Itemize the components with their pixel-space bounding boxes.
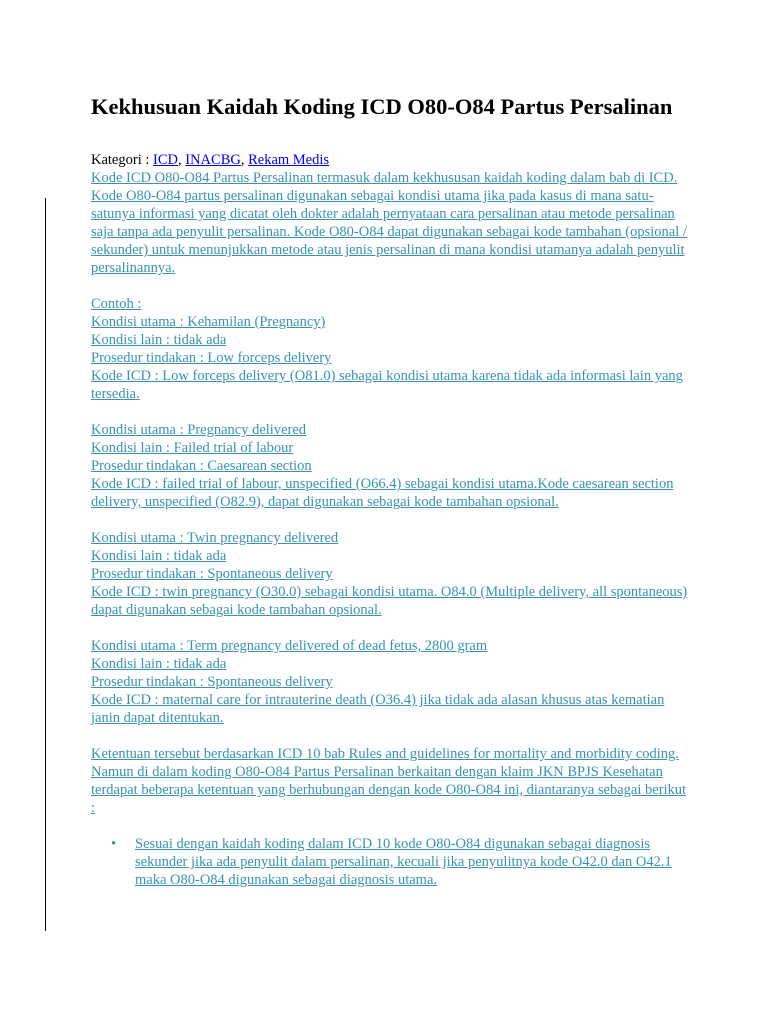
category-link-icd[interactable]: ICD	[153, 152, 178, 168]
example-block	[91, 529, 691, 619]
example-kode-icd: Kode ICD : maternal care for intrauterine death (O36.4) jika tidak ada alasan khusus atas kematian janin dapat ditentukan.	[91, 692, 665, 726]
example-kondisi-utama: Kondisi utama : Twin pregnancy delivered	[91, 530, 339, 546]
contoh-label: Contoh :	[91, 296, 142, 312]
example-kondisi-lain: Kondisi lain : tidak ada	[91, 332, 227, 348]
bullet-text: Sesuai dengan kaidah koding dalam ICD 10 kode O80-O84 digunakan sebagai diagnosis sekunder jika ada penyulit dalam persalinan, kecuali jika penyulitnya kode O42.0 dan O42.1 maka O80-O84 digunakan sebagai diagnosis utama.	[135, 836, 672, 888]
document-page	[91, 92, 691, 889]
example-block	[91, 313, 691, 403]
ketentuan-text: Ketentuan tersebut berdasarkan ICD 10 bab Rules and guidelines for mortality and morbidity coding.	[91, 746, 679, 762]
category-label: Kategori :	[91, 152, 150, 168]
example-kondisi-utama: Kondisi utama : Term pregnancy delivered of dead fetus, 2800 gram	[91, 638, 488, 654]
intro-text: Kode ICD O80-O84 Partus Persalinan termasuk dalam kekhususan kaidah koding dalam bab di ICD. Kode O80-O84 partus persalinan digunakan sebagai kondisi utama jika pada kasus di mana satu-satunya informasi yang dicatat oleh dokter adalah pernyataan cara persalinan atau metode persalinan saja tanpa ada penyulit persalinan. Kode O80-O84 dapat digunakan sebagai kode tambahan (opsional / sekunder) untuk menunjukkan metode atau jenis persalinan di mana kondisi utamanya adalah penyulit persalinannya.	[91, 170, 687, 276]
example-kondisi-lain: Kondisi lain : Failed trial of labour	[91, 440, 294, 456]
category-link-rekam-medis[interactable]: Rekam Medis	[248, 152, 330, 168]
example-kode-icd: Kode ICD : twin pregnancy (O30.0) sebagai kondisi utama. O84.0 (Multiple delivery, all spontaneous) dapat digunakan sebagai kode tambahan opsional.	[91, 584, 688, 618]
ketentuan-paragraph	[91, 745, 691, 817]
bullet-list	[91, 835, 691, 889]
category-line: Kategori : ICD, INACBG, Rekam Medis	[91, 152, 330, 168]
namun-text: Namun di dalam koding O80-O84 Partus Persalinan berkaitan dengan klaim JKN BPJS Kesehatan terdapat beberapa ketentuan yang berhubungan dengan kode O80-O84 ini, diantaranya sebagai berikut :	[91, 764, 687, 816]
example-prosedur: Prosedur tindakan : Spontaneous delivery	[91, 566, 333, 582]
example-kondisi-lain: Kondisi lain : tidak ada	[91, 656, 227, 672]
example-prosedur: Prosedur tindakan : Spontaneous delivery	[91, 674, 333, 690]
contoh-heading	[91, 295, 691, 313]
example-block	[91, 421, 691, 511]
example-kondisi-lain: Kondisi lain : tidak ada	[91, 548, 227, 564]
example-kode-icd: Kode ICD : failed trial of labour, unspecified (O66.4) sebagai kondisi utama.Kode caesarean section delivery, unspecified (O82.9), dapat digunakan sebagai kode tambahan opsional.	[91, 476, 674, 510]
example-block	[91, 637, 691, 727]
example-prosedur: Prosedur tindakan : Low forceps delivery	[91, 350, 332, 366]
example-kondisi-utama: Kondisi utama : Kehamilan (Pregnancy)	[91, 314, 326, 330]
intro-paragraph	[91, 169, 691, 277]
example-kondisi-utama: Kondisi utama : Pregnancy delivered	[91, 422, 307, 438]
list-item	[91, 835, 691, 889]
example-kode-icd: Kode ICD : Low forceps delivery (O81.0) sebagai kondisi utama karena tidak ada informasi lain yang tersedia.	[91, 368, 683, 402]
bullet-icon: •	[111, 836, 117, 852]
page-title: Kekhusuan Kaidah Koding ICD O80-O84 Partus Persalinan	[91, 94, 673, 119]
left-margin-rule	[45, 198, 46, 931]
category-link-inacbg[interactable]: INACBG	[185, 152, 241, 168]
example-prosedur: Prosedur tindakan : Caesarean section	[91, 458, 312, 474]
